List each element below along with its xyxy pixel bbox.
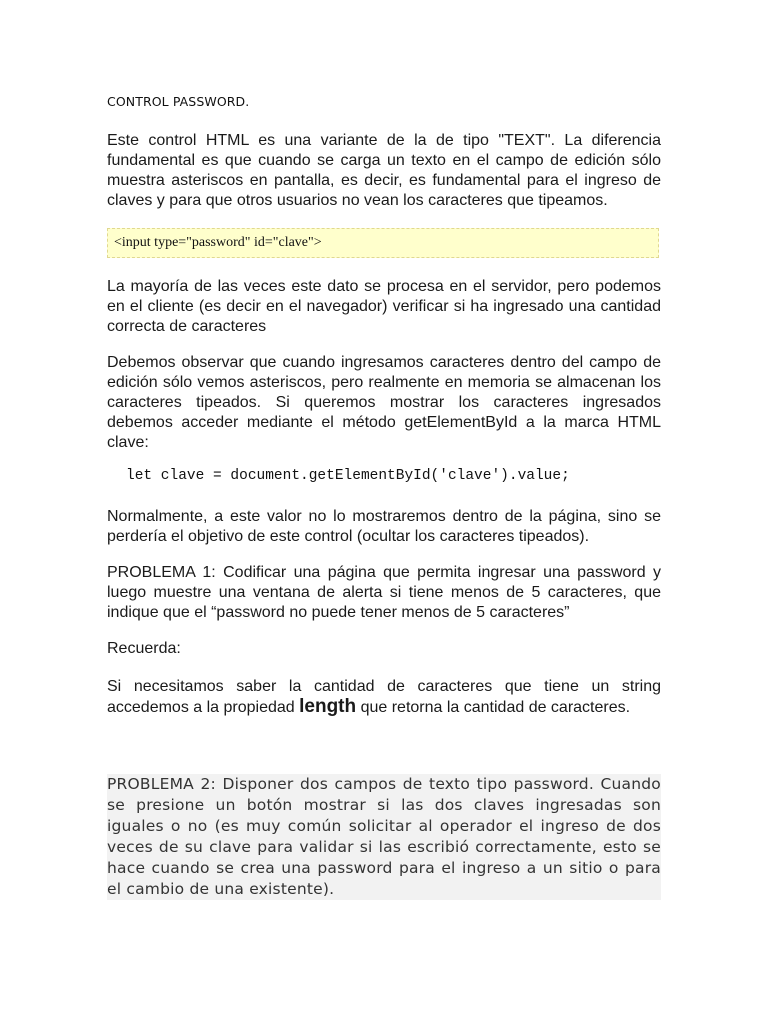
remember-label: Recuerda: <box>107 640 181 657</box>
length-keyword: length <box>299 696 357 717</box>
length-text-before: Si necesitamos saber la cantidad de caracteres que tiene un string accedemos a la propiedad <box>107 678 661 716</box>
page-title: CONTROL PASSWORD. <box>107 94 250 109</box>
observe-paragraph: Debemos observar que cuando ingresamos caracteres dentro del campo de edición sólo vemos asteriscos, pero realmente en memoria se almacenan los caracteres tipeados. Si queremos mostrar los caracteres ingresados debemos acceder mediante el método getElementById a la marca HTML clave: <box>107 354 661 451</box>
normal-paragraph: Normalmente, a este valor no lo mostraremos dentro de la página, sino se perdería el objetivo de este control (ocultar los caracteres tipeados). <box>107 508 661 545</box>
intro-paragraph: Este control HTML es una variante de la de tipo "TEXT". La diferencia fundamental es que cuando se carga un texto en el campo de edición sólo muestra asteriscos en pantalla, es decir, es fundamental para el ingreso de claves y para que otros usuarios no vean los caracteres que tipeamos. <box>107 132 661 209</box>
server-paragraph: La mayoría de las veces este dato se procesa en el servidor, pero podemos en el cliente (es decir en el navegador) verificar si ha ingresado una cantidad correcta de caracteres <box>107 278 661 335</box>
js-code-line: let clave = document.getElementById('clave').value; <box>126 468 570 484</box>
length-paragraph <box>107 677 661 718</box>
html-code-snippet: <input type="password" id="clave"> <box>114 235 322 250</box>
problem-2-paragraph: PROBLEMA 2: Disponer dos campos de texto tipo password. Cuando se presione un botón mostrar si las dos claves ingresadas son iguales o no (es muy común solicitar al operador el ingreso de dos veces de su clave para validar si las escribió correctamente, esto se hace cuando se crea una password para el ingreso a un sitio o para el cambio de una existente). <box>107 775 661 898</box>
length-text-after: que retorna la cantidad de caracteres. <box>356 699 631 716</box>
html-code-box <box>107 228 659 258</box>
problem-1-paragraph: PROBLEMA 1: Codificar una página que permita ingresar una password y luego muestre una ventana de alerta si tiene menos de 5 caracteres, que indique que el “password no puede tener menos de 5 caracteres” <box>107 564 661 621</box>
